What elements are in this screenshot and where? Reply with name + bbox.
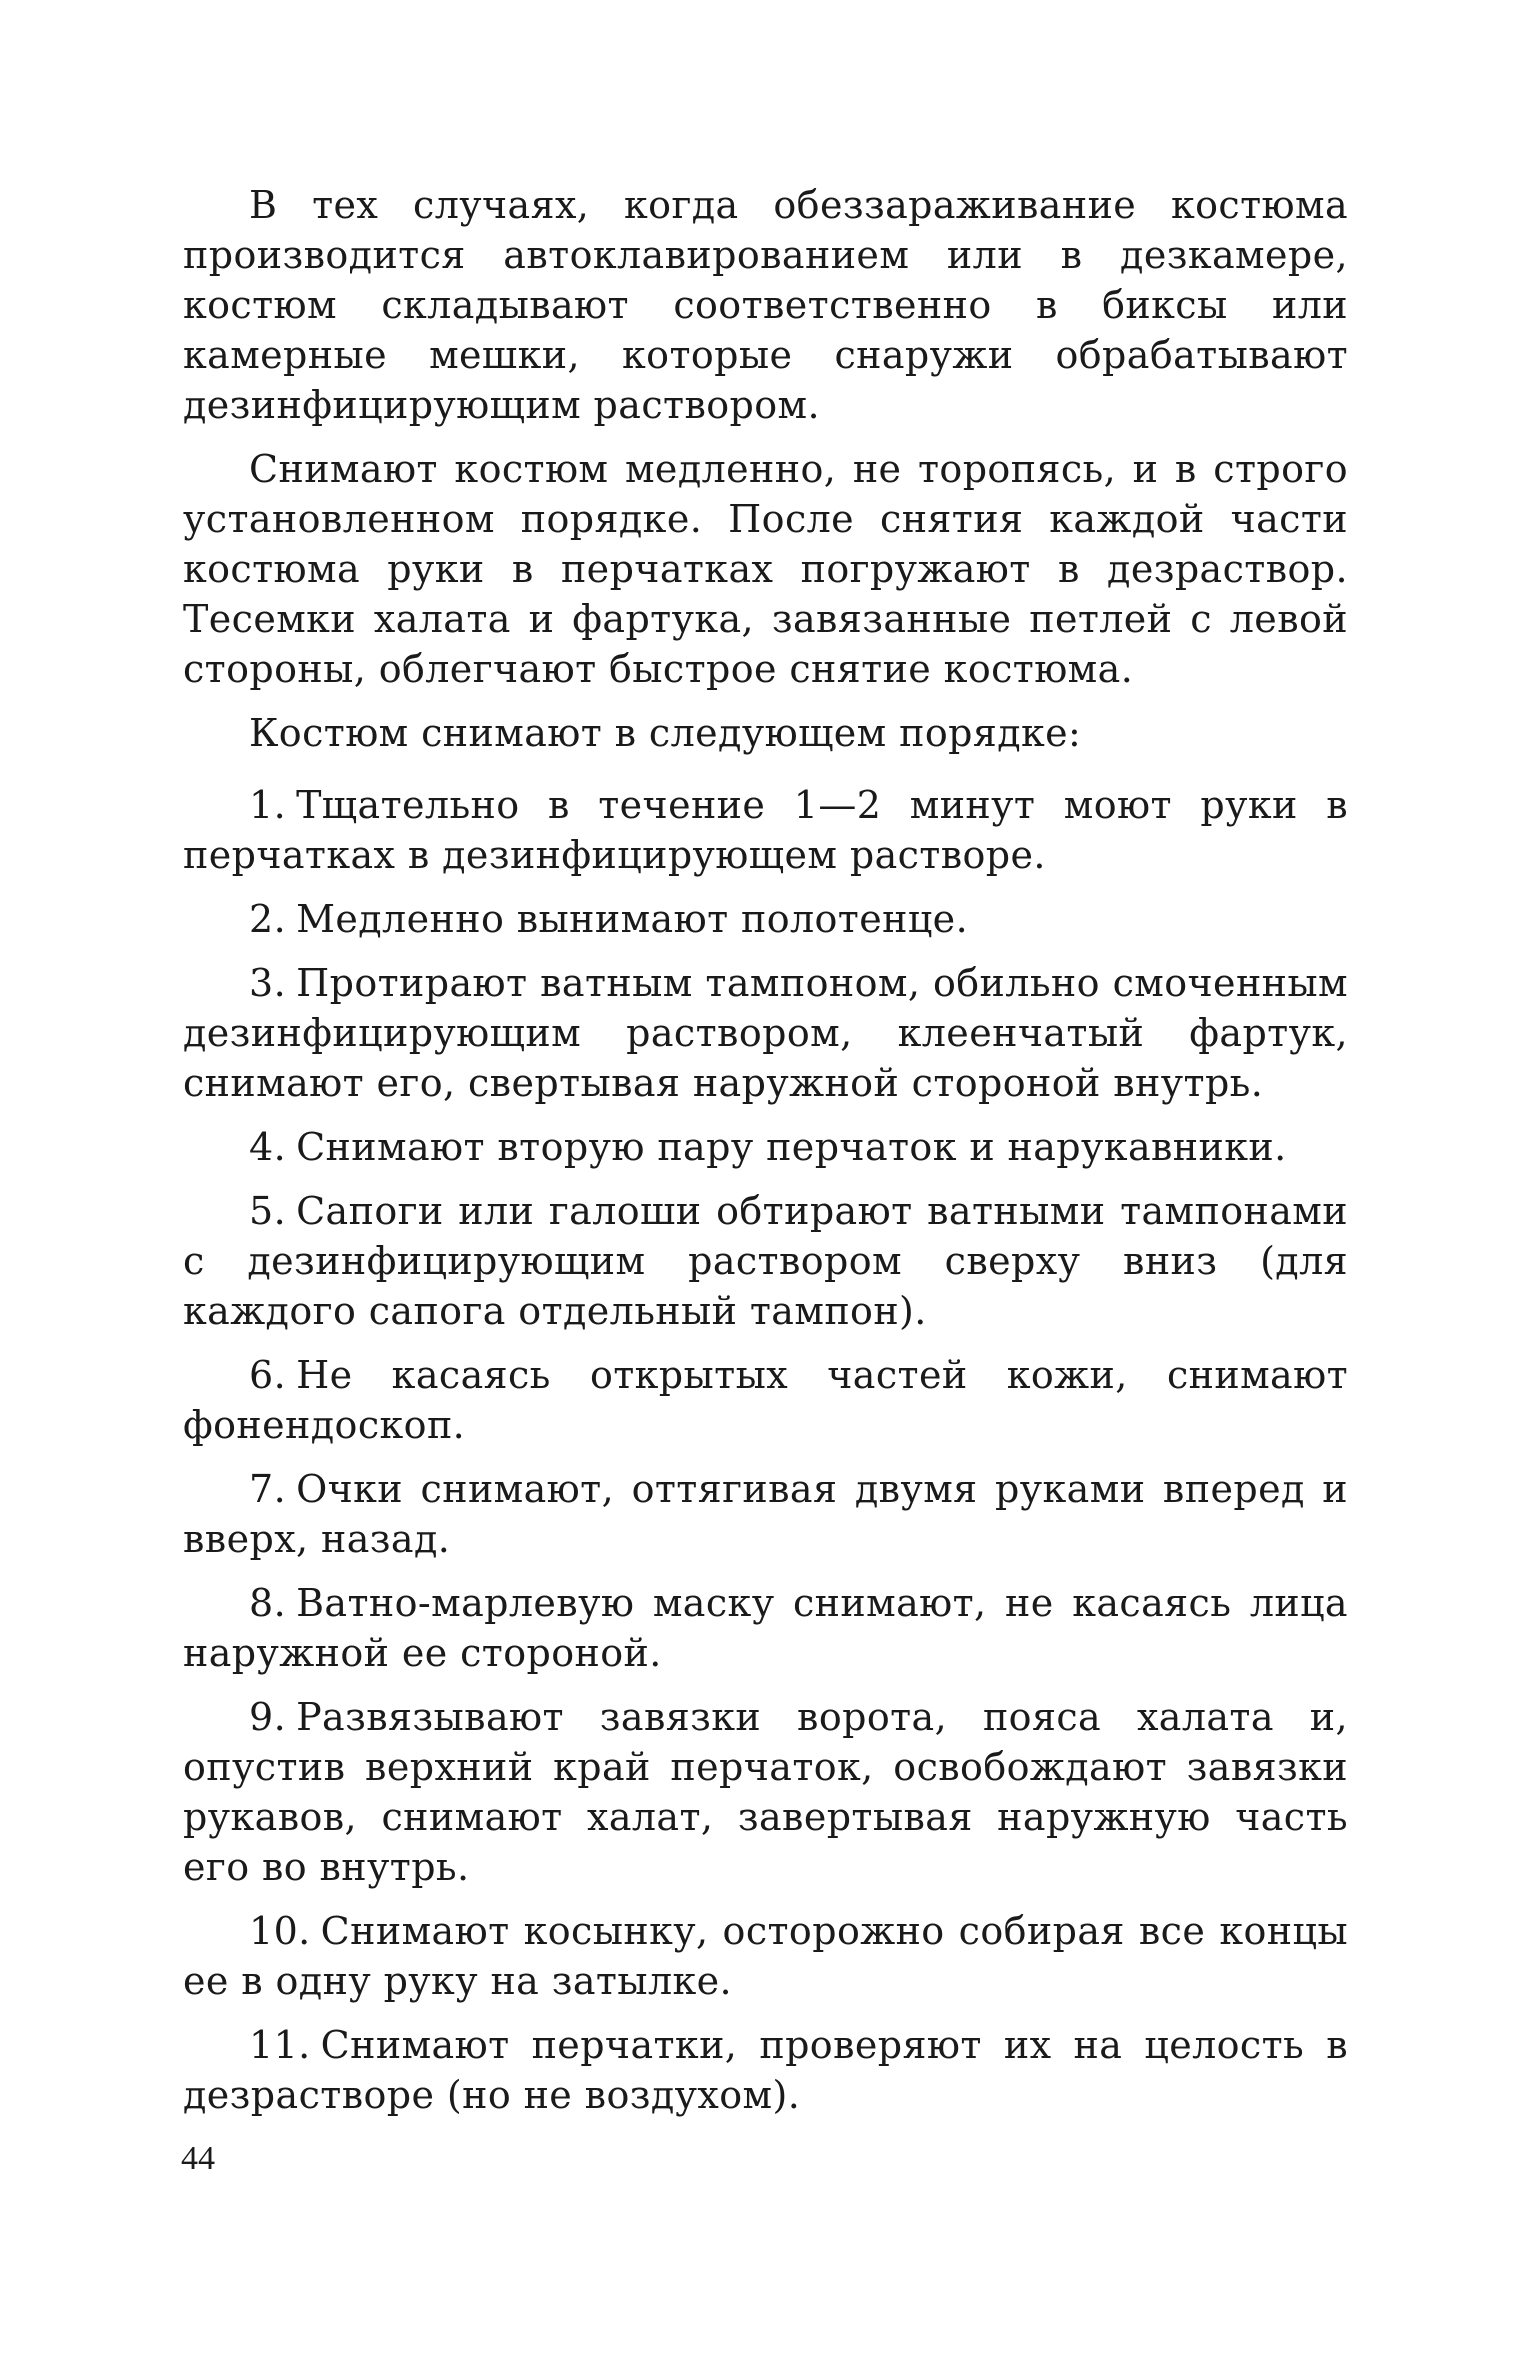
paragraph-autoclave: В тех случаях, когда обеззараживание костюма производится автоклавированием или в дезкамере, костюм складывают соответственно в биксы или камерные мешки, которые снаружи обрабатывают дезинфицирующим раствором. [183,183,1348,427]
paragraph-order-intro: Костюм снимают в следующем порядке: [249,711,1082,755]
list-item [183,1464,1348,1564]
removal-steps-list [183,780,1348,2120]
step-number: 4. [249,1125,287,1169]
step-number: 8. [249,1581,287,1625]
step-text: Снимают косынку, осторожно собирая все концы ее в одну руку на затылке. [183,1909,1348,2003]
step-number: 3. [249,961,287,1005]
step-text: Тщательно в течение 1—2 минут моют руки в перчатках в дезинфицирующем растворе. [183,783,1348,877]
step-number: 9. [249,1695,287,1739]
step-text: Не касаясь открытых частей кожи, снимают фонендоскоп. [183,1353,1348,1447]
list-item [183,1692,1348,1892]
step-text: Сапоги или галоши обтирают ватными тампонами с дезинфицирующим раствором сверху вниз (для каждого сапога отдельный тампон). [183,1189,1348,1333]
step-number: 6. [249,1353,287,1397]
paragraph-removal-rules: Снимают костюм медленно, не торопясь, и в строго установленном порядке. После снятия каждой части костюма руки в перчатках погружают в дезраствор. Тесемки халата и фартука, завязанные петлей с левой стороны, облегчают быстрое снятие костюма. [183,447,1348,691]
step-number: 11. [249,2023,311,2067]
list-item [183,1186,1348,1336]
step-text: Медленно вынимают полотенце. [296,897,969,941]
step-number: 1. [249,783,287,827]
list-item [183,1350,1348,1450]
list-item [183,780,1348,880]
step-number: 2. [249,897,287,941]
step-text: Снимают вторую пару перчаток и нарукавники. [296,1125,1287,1169]
step-text: Протирают ватным тампоном, обильно смоченным дезинфицирующим раствором, клеенчатый фартук, снимают его, свертывая наружной стороной внутрь. [183,961,1348,1105]
step-text: Очки снимают, оттягивая двумя руками вперед и вверх, назад. [183,1467,1348,1561]
page-number: 44 [181,2140,215,2177]
list-item [183,1122,1348,1172]
step-number: 10. [249,1909,311,1953]
step-number: 7. [249,1467,287,1511]
list-item [183,2020,1348,2120]
step-number: 5. [249,1189,287,1233]
list-item [183,958,1348,1108]
step-text: Развязывают завязки ворота, пояса халата и, опустив верхний край перчаток, освобождают завязки рукавов, снимают халат, завертывая наружную часть его во внутрь. [183,1695,1348,1889]
list-item [183,894,1348,944]
page-body [183,180,1348,2134]
list-item [183,1906,1348,2006]
step-text: Снимают перчатки, проверяют их на целость в дезрастворе (но не воздухом). [183,2023,1348,2117]
list-item [183,1578,1348,1678]
step-text: Ватно-марлевую маску снимают, не касаясь лица наружной ее стороной. [183,1581,1348,1675]
